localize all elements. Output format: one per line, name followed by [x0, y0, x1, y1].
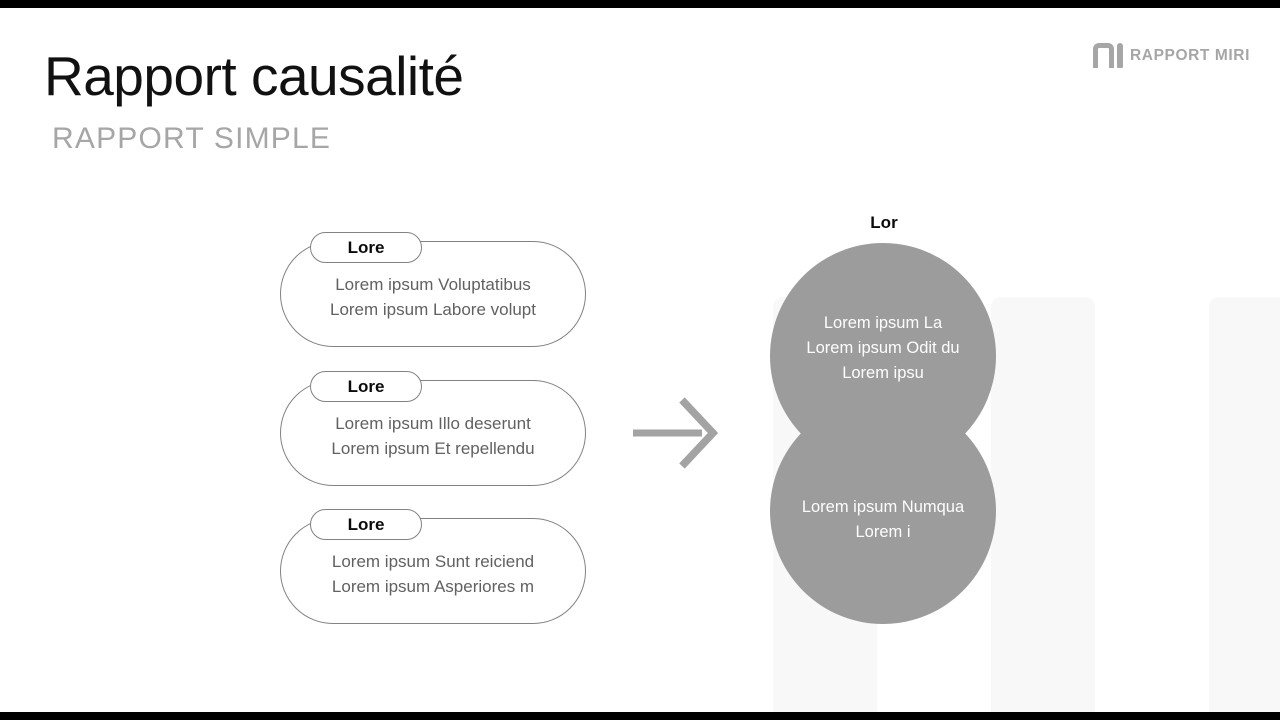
cause-item-3 [280, 514, 586, 624]
cause-item-2 [280, 376, 586, 486]
cause-item-1 [280, 237, 586, 347]
letterbox-bottom [0, 712, 1280, 720]
cause-tag: Lore [310, 232, 422, 263]
page-title: Rapport causalité [44, 45, 464, 107]
brand-logo [1093, 43, 1250, 68]
cause-text-line: Lorem ipsum Voluptatibus [335, 275, 531, 294]
effect-circle-top-text [770, 311, 996, 386]
circle-text-line: Lorem ipsum Odit du [806, 339, 960, 357]
letterbox-top [0, 0, 1280, 8]
cause-text [280, 272, 586, 322]
effect-circle-bottom-text [770, 495, 996, 545]
cause-text-line: Lorem ipsum Labore volupt [329, 300, 536, 319]
logo-pi-shape [1093, 43, 1114, 68]
effect-circle-bottom [770, 398, 996, 624]
cause-text-line: Lorem ipsum Asperiores m [331, 577, 535, 596]
pi-and-bar-logo-icon [1093, 43, 1123, 68]
circle-text-line: Lorem ipsum Numqua [801, 498, 965, 516]
ghost-bar [991, 297, 1095, 712]
cause-text-line: Lorem ipsum Et repellendu [331, 439, 535, 458]
cause-text [280, 549, 586, 599]
cause-text [280, 411, 586, 461]
page-subtitle: RAPPORT SIMPLE [52, 122, 332, 155]
effect-label: Lor [870, 213, 898, 232]
logo-bar-shape [1117, 43, 1123, 68]
cause-text-line: Lorem ipsum Illo deserunt [335, 414, 531, 433]
cause-text-line: Lorem ipsum Sunt reiciend [331, 552, 535, 571]
circle-text-line: Lorem i [855, 523, 911, 541]
brand-name: RAPPORT MIRI [1129, 46, 1250, 64]
circle-text-line: Lorem ipsum La [823, 314, 943, 332]
arrow-right-icon [630, 394, 720, 472]
cause-tag: Lore [310, 371, 422, 402]
ghost-bar [1209, 297, 1280, 712]
circle-text-line: Lorem ipsu [842, 364, 924, 382]
cause-tag: Lore [310, 509, 422, 540]
